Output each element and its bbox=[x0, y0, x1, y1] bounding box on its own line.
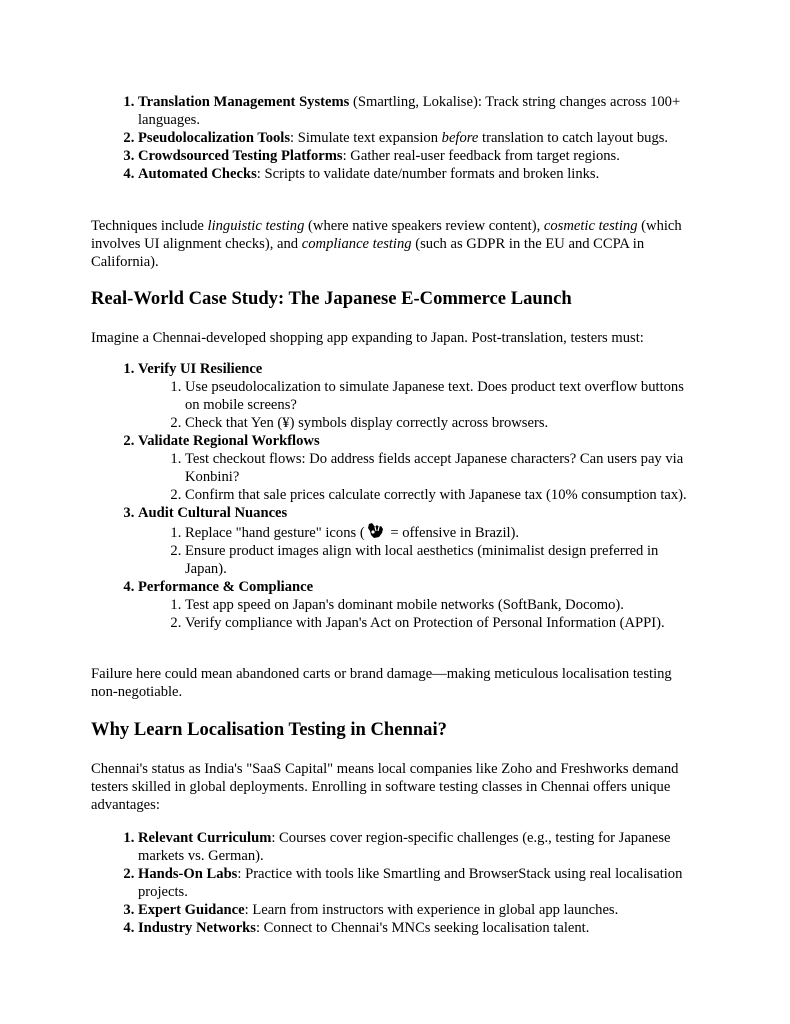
why-learn-heading-block bbox=[91, 719, 701, 741]
case-study-steps bbox=[91, 360, 701, 632]
why-learn-list-block bbox=[91, 829, 701, 937]
sub-list bbox=[138, 378, 701, 432]
sub-list bbox=[138, 522, 701, 578]
step-title: Validate Regional Workflows bbox=[138, 433, 320, 449]
list-item bbox=[138, 360, 701, 432]
list-item-term: Translation Management Systems bbox=[138, 94, 350, 110]
list-item-term: Hands-On Labs bbox=[138, 866, 238, 882]
sub-list-item: 2. Confirm that sale prices calculate correctly with Japanese tax (10% consumption tax). bbox=[185, 486, 701, 504]
text-run: = offensive in Brazil). bbox=[386, 525, 520, 541]
list-item bbox=[138, 432, 701, 504]
advantages-list bbox=[91, 829, 701, 937]
list-item bbox=[138, 147, 701, 165]
list-item bbox=[138, 901, 701, 919]
text-run: Techniques include bbox=[91, 218, 208, 234]
sub-list-item: 1. Test app speed on Japan's dominant mobile networks (SoftBank, Docomo). bbox=[185, 596, 701, 614]
sub-list bbox=[138, 596, 701, 632]
list-item bbox=[138, 93, 701, 129]
sub-list bbox=[138, 450, 701, 504]
case-study-heading-block bbox=[91, 288, 701, 310]
list-item bbox=[138, 129, 701, 147]
emphasis-text: linguistic testing bbox=[207, 218, 305, 234]
list-item bbox=[138, 829, 701, 865]
text-run: (such as GDPR in the EU and CCPA in California). bbox=[91, 236, 645, 270]
section-heading: Why Learn Localisation Testing in Chennai? bbox=[91, 719, 447, 740]
list-item bbox=[138, 578, 701, 632]
ok-hand-gesture-icon bbox=[365, 522, 387, 540]
list-item-text: : Practice with tools like Smartling and BrowserStack using real localisation projects. bbox=[138, 866, 683, 900]
text-run: (which involves UI alignment checks), and bbox=[91, 218, 682, 252]
case-study-steps-block bbox=[91, 360, 701, 632]
list-item-text: : Simulate text expansion bbox=[290, 130, 442, 146]
list-item bbox=[138, 865, 701, 901]
emphasis-text: compliance testing bbox=[301, 236, 412, 252]
emphasis-text: before bbox=[441, 130, 479, 146]
why-learn-intro-block bbox=[91, 760, 701, 814]
list-item-text: translation to catch layout bugs. bbox=[478, 130, 669, 146]
sub-list-item: 2. Check that Yen (¥) symbols display correctly across browsers. bbox=[185, 414, 701, 432]
list-item-text: : Learn from instructors with experience in global app launches. bbox=[244, 902, 619, 918]
list-item-term: Expert Guidance bbox=[138, 902, 245, 918]
list-item-term: Industry Networks bbox=[138, 920, 256, 936]
techniques-paragraph bbox=[91, 217, 701, 271]
section-heading: Real-World Case Study: The Japanese E-Commerce Launch bbox=[91, 288, 572, 309]
list-item-text: : Gather real-user feedback from target regions. bbox=[342, 148, 620, 164]
conclusion-paragraph: Failure here could mean abandoned carts or brand damage—making meticulous localisation testing non-negotiable. bbox=[91, 666, 672, 700]
list-item-term: Crowdsourced Testing Platforms bbox=[138, 148, 343, 164]
sub-list-item bbox=[185, 522, 701, 542]
conclusion-block bbox=[91, 665, 701, 701]
emphasis-text: cosmetic testing bbox=[543, 218, 638, 234]
text-run: Replace "hand gesture" icons ( bbox=[185, 525, 365, 541]
tools-list bbox=[91, 93, 701, 183]
why-learn-intro: Chennai's status as India's "SaaS Capital" means local companies like Zoho and Freshworks demand testers skilled in global deployments. Enrolling in software testing classes in Chennai offers unique advantages: bbox=[91, 761, 679, 813]
step-title: Performance & Compliance bbox=[138, 579, 314, 595]
tools-list-block bbox=[91, 93, 701, 183]
case-study-intro: Imagine a Chennai-developed shopping app expanding to Japan. Post-translation, testers must: bbox=[91, 330, 644, 346]
list-item-term: Relevant Curriculum bbox=[138, 830, 272, 846]
list-item-text: : Courses cover region-specific challenges (e.g., testing for Japanese markets vs. German). bbox=[138, 830, 671, 864]
list-item-term: Automated Checks bbox=[138, 166, 257, 182]
list-item-text: (Smartling, Lokalise): Track string changes across 100+ languages. bbox=[138, 94, 681, 128]
techniques-block bbox=[91, 217, 701, 271]
text-run: (where native speakers review content), bbox=[304, 218, 544, 234]
sub-list-item: 1. Use pseudolocalization to simulate Japanese text. Does product text overflow buttons on mobile screens? bbox=[185, 378, 701, 414]
step-title: Verify UI Resilience bbox=[138, 361, 263, 377]
list-item bbox=[138, 919, 701, 937]
sub-list-item: 2. Ensure product images align with local aesthetics (minimalist design preferred in Japan). bbox=[185, 542, 701, 578]
list-item-text: : Scripts to validate date/number formats and broken links. bbox=[256, 166, 600, 182]
list-item-term: Pseudolocalization Tools bbox=[138, 130, 291, 146]
list-item-text: : Connect to Chennai's MNCs seeking localisation talent. bbox=[255, 920, 590, 936]
step-title: Audit Cultural Nuances bbox=[138, 505, 288, 521]
case-study-intro-block bbox=[91, 329, 701, 347]
sub-list-item: 1. Test checkout flows: Do address fields accept Japanese characters? Can users pay via Konbini? bbox=[185, 450, 701, 486]
list-item bbox=[138, 504, 701, 578]
list-item bbox=[138, 165, 701, 183]
sub-list-item: 2. Verify compliance with Japan's Act on Protection of Personal Information (APPI). bbox=[185, 614, 701, 632]
